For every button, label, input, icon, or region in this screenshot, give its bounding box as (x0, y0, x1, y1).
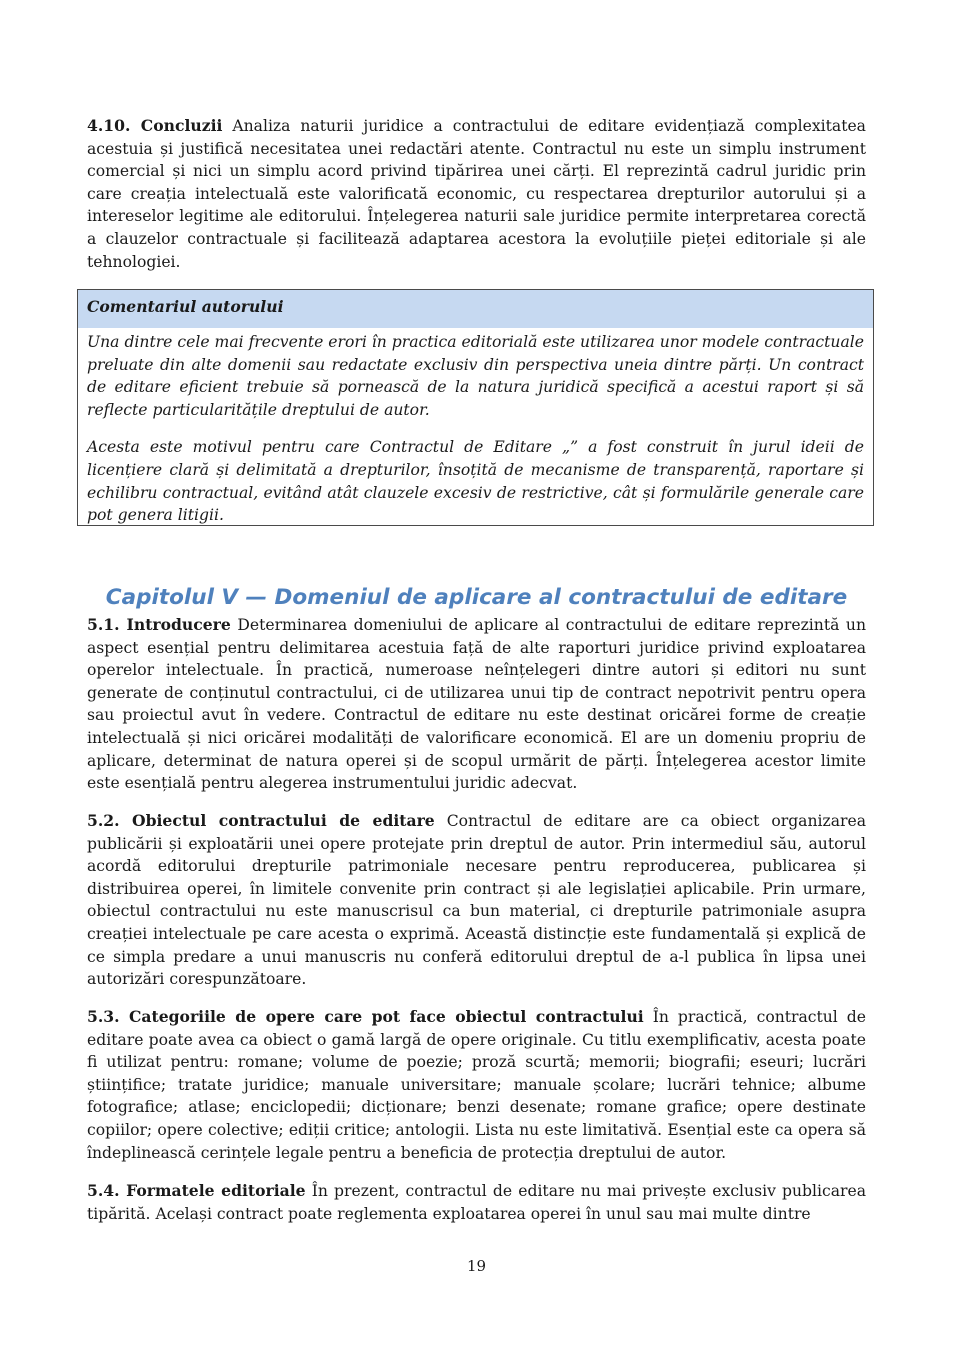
section-5-2-text: Contractul de editare are ca obiect organizarea publicării și exploatării unei opere protejate prin dreptul de autor. Prin intermediul său, autorul acordă editorului drepturile patrimoniale necesare pentru reproducerea, publicarea și distribuirea operei, în limitele convenite prin contract și ale legislației aplicabile. Prin urmare, obiectul contractului nu este manuscrisul ca bun material, ci drepturile patrimoniale asupra creației intelectuale pe care acesta o exprimă. Această distincție este fundamentală și explică de ce simpla predare a unui manuscris nu conferă editorului dreptul de a-l publica în lipsa unei autorizări corespunzătoare. (87, 812, 866, 989)
section-5-4 (87, 1180, 866, 1225)
section-4-10-heading: 4.10. Concluzii (87, 116, 223, 135)
section-5-2 (87, 810, 866, 991)
section-4-10 (87, 115, 866, 273)
section-5-2-heading: 5.2. Obiectul contractului de editare (87, 811, 435, 830)
author-comment-box (77, 289, 874, 526)
chapter-title: Capitolul V — Domeniul de aplicare al contractului de editare (105, 585, 848, 610)
author-comment-title: Comentariul autorului (78, 290, 873, 328)
section-5-4-text: În prezent, contractul de editare nu mai privește exclusiv publicarea tipărită. Același contract poate reglementa exploatarea operei în unul sau mai multe dintre (87, 1182, 866, 1223)
section-5-1-heading: 5.1. Introducere (87, 615, 231, 634)
section-5-1-text: Determinarea domeniului de aplicare al contractului de editare reprezintă un aspect esențial pentru delimitarea acestuia față de alte raporturi juridice privind exploatarea operelor intelectuale. În practică, numeroase neînțelegeri dintre autori și editori nu sunt generate de conținutul contractului, ci de utilizarea unui tip de contract nepotrivit pentru opera sau proiectul avut în vedere. Contractul de editare nu este destinat oricărei forme de creație intelectuală și nici oricărei modalități de valorificare economică. El are un domeniu propriu de aplicare, determinat de natura operei și de scopul urmărit de părți. Înțelegerea acestor limite este esențială pentru alegerea instrumentului juridic adecvat. (87, 616, 866, 793)
author-comment-paragraph-2: Acesta este motivul pentru care Contractul de Editare „” a fost construit în jurul ideii de licențiere clară și delimitată a drepturilor, însoțită de mecanisme de transparență, raportare și echilibru contractual, evitând atât clauzele excesiv de restrictive, cât și formulările generale care pot genera litigii. (87, 438, 864, 525)
author-comment-paragraph-1: Una dintre cele mai frecvente erori în practica editorială este utilizarea unor modele contractuale preluate din alte domenii sau redactate exclusiv din perspectiva uneia dintre părți. Un contract de editare eficient trebuie să pornească de la natura juridică specifică a acestui raport și să reflecte particularitățile dreptului de autor. (87, 333, 864, 419)
section-5-3 (87, 1006, 866, 1164)
page-number: 19 (466, 1257, 487, 1275)
section-5-3-text: În practică, contractul de editare poate avea ca obiect o gamă largă de opere originale. Cu titlu exemplificativ, acesta poate fi utilizat pentru: romane; volume de poezie; proză scurtă; memorii; biografii; eseuri; lucrări științifice; tratate juridice; manuale universitare; manuale școlare; lucrări tehnice; albume fotografice; atlase; enciclopedii; dicționare; benzi desenate; romane grafice; opere destinate copiilor; opere colective; ediții critice; antologii. Lista nu este limitativă. Esențial este ca opera să îndeplinească cerințele legale pentru a beneficia de protecția dreptului de autor. (87, 1008, 866, 1162)
section-4-10-text: Analiza naturii juridice a contractului de editare evidențiază complexitatea acestuia și justifică necesitatea unei redactări atente. Contractul nu este un simplu instrument comercial și nici un simplu acord privind tipărirea unei cărți. El reprezintă cadrul juridic prin care creația intelectuală este valorificată economic, cu respectarea drepturilor autorului și a intereselor legitime ale editorului. Înțelegerea naturii sale juridice permite interpretarea corectă a clauzelor contractuale și facilitează adaptarea acestora la evoluțiile pieței editoriale și ale tehnologiei. (87, 117, 866, 271)
author-comment-body (78, 328, 873, 527)
section-5-4-heading: 5.4. Formatele editoriale (87, 1181, 306, 1200)
section-5-3-heading: 5.3. Categoriile de opere care pot face obiectul contractului (87, 1007, 644, 1026)
section-5-1 (87, 614, 866, 795)
